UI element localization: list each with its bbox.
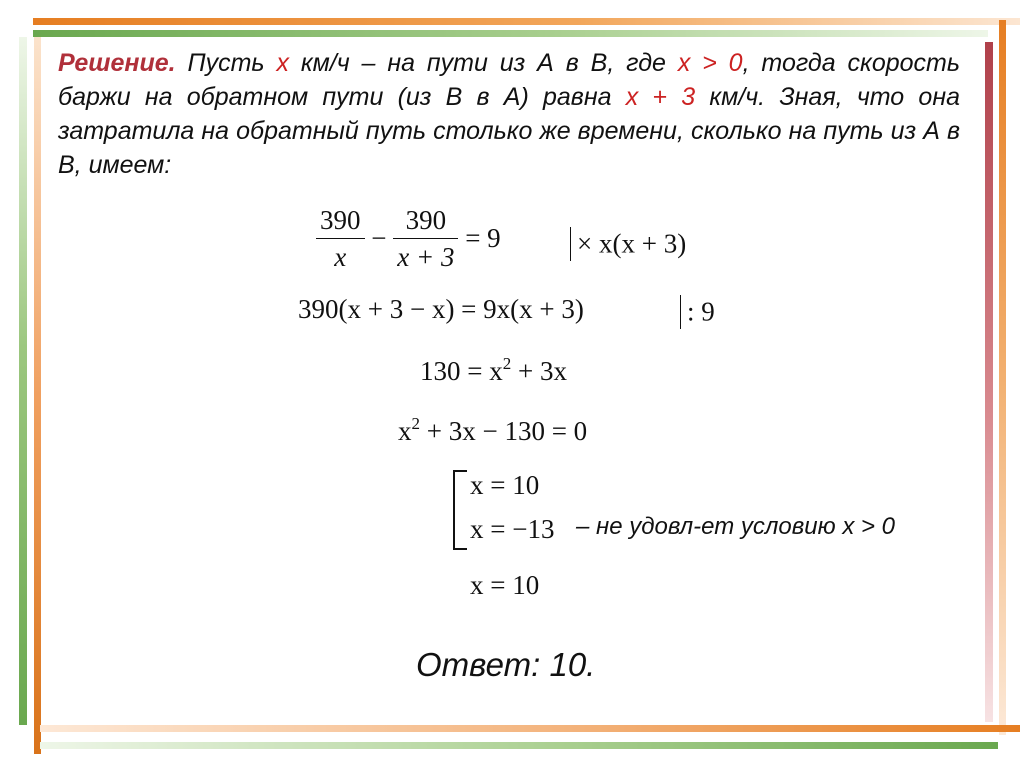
fraction-numerator: 390 (393, 204, 458, 239)
equation-3 (420, 356, 567, 387)
exponent: 2 (502, 354, 512, 373)
solution-text-part: Пусть (175, 49, 277, 77)
final-root (470, 570, 539, 601)
equation-text: 390(x + 3 − x) = 9x(x + 3) (298, 294, 584, 324)
fraction-390-over-x-plus-3 (393, 204, 458, 273)
solution-set-bracket (453, 470, 467, 550)
fraction-390-over-x (316, 204, 365, 273)
operation-divide (680, 294, 715, 329)
solution-label: Решение. (58, 49, 176, 77)
root-2-text: x = −13 (470, 514, 555, 544)
operation-separator (680, 295, 681, 329)
fraction-denominator (316, 239, 365, 273)
root-1-text: x = 10 (470, 470, 540, 500)
solution-text-part: , тогда скорость баржи на обратном пути (из В в А) равна (58, 49, 961, 111)
equation-lhs: 130 = x (420, 356, 503, 386)
root-2 (470, 514, 554, 545)
answer: Ответ: 10. (416, 646, 596, 683)
root-2-note: – не удовл-ет условию x > 0 (576, 513, 896, 540)
exponent: 2 (411, 414, 420, 433)
equation-rhs: = 9 (465, 223, 501, 253)
solution-text-part: км/ч. Зная, что она затратила на обратный путь столько же времени, сколько на путь из А в В, имеем: (58, 83, 960, 179)
frame-bar-left-orange (34, 37, 41, 754)
equation-4 (398, 416, 587, 447)
variable-x: x (276, 49, 289, 77)
equation-2 (298, 294, 584, 325)
final-root-text: x = 10 (470, 570, 540, 600)
frame-bar-top-orange (33, 18, 1020, 25)
operation-text: × x(x + 3) (577, 228, 687, 259)
equation-rhs: + 3x − 130 = 0 (420, 416, 588, 446)
solution-text (58, 46, 960, 182)
frame-bar-right-red (985, 42, 993, 722)
fraction-denominator-text: x (334, 242, 347, 272)
expression-x-plus-3: x + 3 (625, 83, 696, 111)
frame-bar-right-orange (999, 20, 1006, 735)
root-1 (470, 470, 539, 501)
frame-bar-bottom-green (40, 742, 998, 749)
equation-lhs: x (398, 416, 412, 446)
minus-sign: − (371, 223, 387, 253)
equation-1 (316, 204, 501, 273)
fraction-numerator: 390 (316, 204, 365, 239)
condition-x-positive: x > 0 (677, 49, 743, 77)
frame-bar-left-green (19, 37, 27, 725)
frame-bar-bottom-orange (40, 725, 1020, 732)
operation-text: : 9 (687, 296, 715, 327)
operation-multiply (570, 226, 686, 261)
operation-separator (570, 227, 571, 261)
frame-bar-top-green (33, 30, 988, 37)
equation-rhs: + 3x (511, 356, 567, 386)
solution-text-part: км/ч – на пути из А в В, где (288, 49, 678, 77)
fraction-denominator: x + 3 (397, 242, 455, 272)
